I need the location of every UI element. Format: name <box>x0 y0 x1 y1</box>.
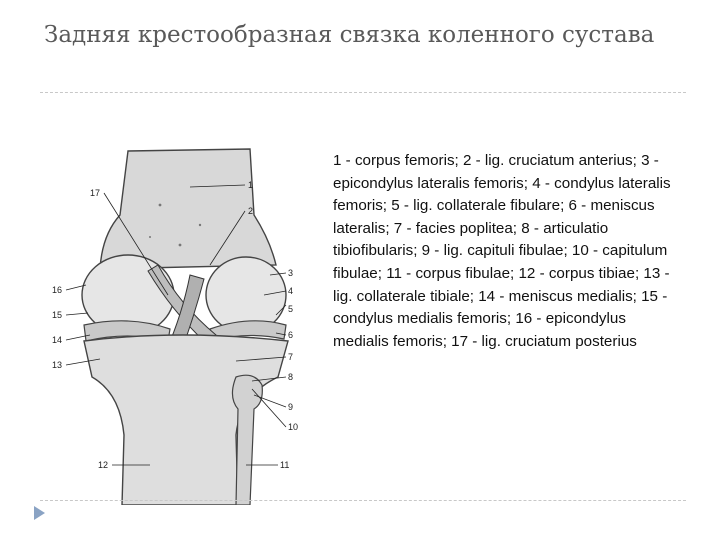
label-9: 9 <box>288 402 294 412</box>
label-2: 2 <box>248 206 254 216</box>
label-8: 8 <box>288 372 294 382</box>
label-14: 14 <box>52 335 63 345</box>
label-6: 6 <box>288 330 294 340</box>
bullet-arrow-icon <box>34 506 45 520</box>
label-13: 13 <box>52 360 63 370</box>
label-11: 11 <box>280 460 290 470</box>
footer-divider <box>40 500 686 501</box>
label-5: 5 <box>288 304 294 314</box>
label-7: 7 <box>288 352 294 362</box>
label-3: 3 <box>288 268 294 278</box>
knee-joint-illustration <box>40 145 310 505</box>
label-1: 1 <box>248 180 254 190</box>
label-16: 16 <box>52 285 63 295</box>
title-divider <box>40 92 686 93</box>
legend-text: 1 - corpus femoris; 2 - lig. cruciatum anterius; 3 - epicondylus lateralis femoris; 4 - condylus lateralis femoris; 5 - lig. collaterale fibulare; 6 - meniscus lateralis; 7 - facies poplitea; 8 - articulatio tibiofibularis; 9 - lig. capituli fibulae; 10 - capitulum fibulae; 11 - corpus fibulae; 12 - corpus tibiae; 13 - lig. collaterale tibiale; 14 - meniscus medialis; 15 - condylus medialis femoris; 16 - epicondylus medialis femoris; 17 - lig. cruciatum posterius <box>333 152 671 350</box>
label-4: 4 <box>288 286 294 296</box>
label-17: 17 <box>90 188 101 198</box>
label-15: 15 <box>52 310 63 320</box>
slide-title: Задняя крестообразная связка коленного сустава <box>44 22 655 48</box>
label-12: 12 <box>98 460 109 470</box>
label-10: 10 <box>288 422 299 432</box>
